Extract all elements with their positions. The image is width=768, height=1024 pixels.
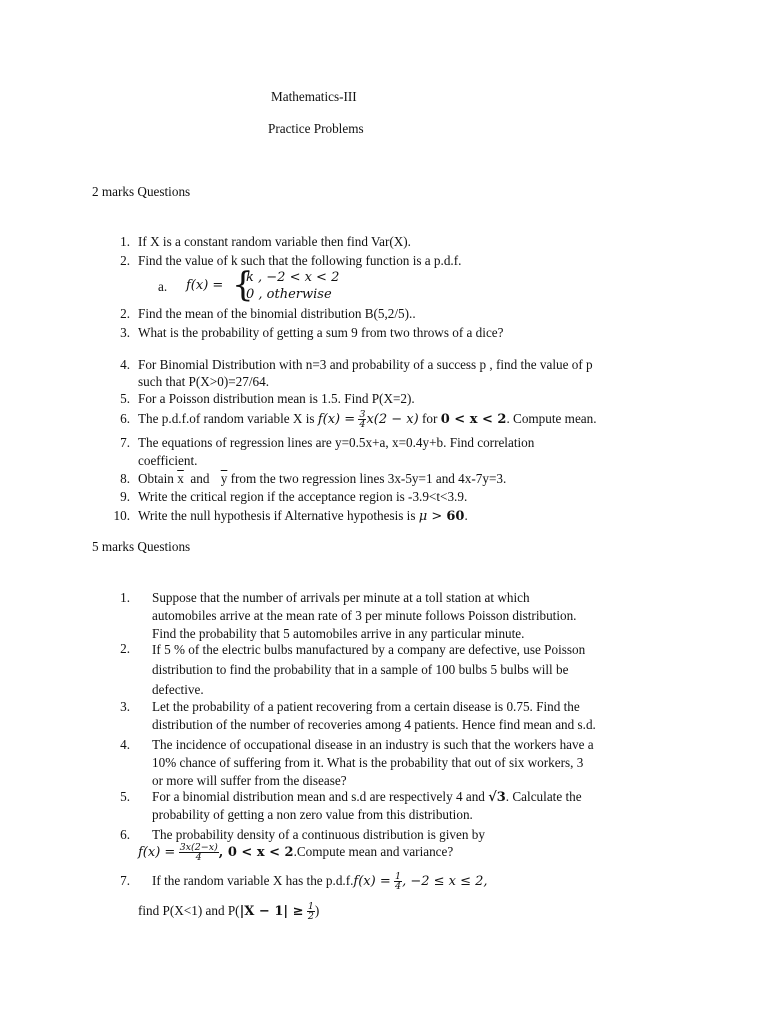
fraction-numerator: 3 [359, 409, 366, 421]
item-text: Find the mean of the binomial distribution B(5,2/5).. [138, 306, 416, 321]
item-text: The equations of regression lines are y=0.5x+a, x=0.4y+b. Find correlation [138, 435, 535, 450]
item-text: The p.d.f.of random variable X is [138, 411, 318, 426]
item-text: For a binomial distribution mean and s.d are respectively 4 and [152, 789, 489, 804]
list-item [108, 434, 534, 452]
math-abs-expression: |X − 1| ≥ [239, 904, 304, 919]
list-item [108, 324, 504, 342]
fraction-numerator: 3x(2−x) [179, 842, 218, 854]
item-line: Let the probability of a patient recovering from a certain disease is 0.75. Find the [152, 699, 580, 714]
math-sqrt: √3 [488, 790, 506, 805]
fraction-denominator: 4 [395, 881, 402, 893]
item-line: automobiles arrive at the mean rate of 3 per minute follows Poisson distribution. [152, 608, 577, 623]
item-number-text: 6. [120, 827, 130, 842]
item-number: 10. [113, 508, 130, 523]
item-text: Obtain [138, 471, 178, 486]
section-heading-5-marks: 5 marks Questions [92, 539, 191, 554]
item-number: 3. [120, 325, 130, 340]
function-lhs: f(x) = [186, 278, 224, 293]
item-text-continued: coefficient. [138, 453, 198, 468]
math-fx: f(x) = [138, 845, 176, 860]
item-number: 7. [120, 435, 130, 450]
fraction [179, 843, 219, 862]
item-line: If 5 % of the electric bulbs manufactured by a company are defective, use Poisson [152, 642, 586, 657]
piecewise-case-2: 0 , otherwise [246, 287, 332, 302]
piecewise-brace: { [232, 265, 254, 305]
item-number: 1. [120, 234, 130, 249]
item-number: 4. [120, 357, 130, 372]
item-text-continued: such that P(X>0)=27/64. [138, 374, 269, 389]
item-number: 2. [120, 253, 130, 268]
list-item [152, 736, 674, 790]
document-title: Mathematics-III [271, 89, 357, 104]
item-number-text: 5. [120, 789, 130, 804]
item-line: 10% chance of suffering from it. What is the probability that out of six workers, 3 [152, 755, 584, 770]
item-text: If the random variable X has the p.d.f. [152, 873, 354, 888]
list-item [152, 872, 488, 891]
list-item [108, 470, 506, 488]
item-line: Find the probability that 5 automobiles arrive in any particular minute. [152, 626, 525, 641]
math-mu: μ [418, 509, 428, 524]
math-operator: > [427, 509, 447, 524]
piecewise-case-1: k , −2 < x < 2 [246, 270, 340, 285]
item-text: . [464, 508, 468, 523]
list-item [152, 589, 674, 643]
list-item [108, 410, 597, 429]
fraction-denominator: 4 [359, 419, 366, 431]
fraction-numerator: 1 [307, 901, 314, 913]
item-line: defective. [152, 682, 204, 697]
math-expression: x(2 − x) [366, 412, 419, 427]
item-number: 2. [120, 306, 130, 321]
item-text: . Compute mean. [506, 411, 597, 426]
item-number-text: 7. [120, 873, 130, 888]
item-text: for [418, 411, 441, 426]
list-item [152, 788, 582, 807]
item-number: 6. [120, 411, 130, 426]
item-number [108, 826, 138, 844]
item-number [108, 589, 138, 607]
item-number-text: 4. [120, 737, 130, 752]
list-item [138, 902, 319, 921]
item-text: .Compute mean and variance? [293, 844, 454, 859]
item-number: 9. [120, 489, 130, 504]
math-range: , 0 < x < 2 [218, 845, 294, 860]
item-number [108, 872, 138, 890]
item-line: The incidence of occupational disease in an industry is such that the workers have a [152, 737, 594, 752]
math-fx: f(x) = [353, 874, 391, 889]
list-item [108, 252, 461, 270]
list-item [108, 233, 411, 251]
item-text: What is the probability of getting a sum 9 from two throws of a dice? [138, 325, 504, 340]
y-bar-symbol: $\overline{y}$ [220, 471, 228, 486]
math-fx: f(x) = [317, 412, 356, 427]
item-number-text: 3. [120, 699, 130, 714]
math-range: 0 < x < 2 [440, 412, 507, 427]
sub-item-label: a. [158, 279, 168, 294]
item-number: 8. [120, 471, 130, 486]
item-line: or more will suffer from the disease? [152, 773, 347, 788]
item-line: distribution of the number of recoveries among 4 patients. Hence find mean and s.d. [152, 717, 596, 732]
list-item [152, 698, 674, 734]
item-text: For Binomial Distribution with n=3 and probability of a success p , find the value of p [138, 357, 593, 372]
item-line: distribution to find the probability that in a sample of 100 bulbs 5 bulbs will be [152, 662, 569, 677]
item-text: . Calculate the [505, 789, 582, 804]
list-item [108, 390, 415, 408]
item-text: For a Poisson distribution mean is 1.5. Find P(X=2). [138, 391, 415, 406]
document-subtitle: Practice Problems [268, 121, 364, 136]
item-text: and [183, 471, 213, 486]
item-number [108, 698, 138, 716]
fraction-denominator: 2 [307, 911, 314, 923]
math-value: 60 [446, 509, 465, 524]
math-range: , −2 ≤ x ≤ 2, [402, 874, 488, 889]
item-text: from the two regression lines 3x-5y=1 and 4x-7y=3. [227, 471, 507, 486]
x-bar-symbol: $\overline{x}$ [177, 471, 184, 486]
item-number: 5. [120, 391, 130, 406]
item-number-text: 2. [120, 641, 130, 656]
item-text: ) [314, 903, 320, 918]
item-text: The probability density of a continuous distribution is given by [152, 827, 485, 842]
fraction [394, 872, 402, 891]
item-text-continued: probability of getting a non zero value from this distribution. [152, 807, 473, 822]
fraction-denominator: 4 [195, 852, 202, 864]
item-text: Find the value of k such that the following function is a p.d.f. [138, 253, 462, 268]
list-item [138, 843, 453, 862]
list-item [108, 507, 468, 526]
item-text: Write the null hypothesis if Alternative hypothesis is [138, 508, 419, 523]
item-text: If X is a constant random variable then find Var(X). [138, 234, 411, 249]
item-number [108, 788, 138, 806]
item-text: find P(X<1) and P( [138, 903, 240, 918]
section-heading-2-marks: 2 marks Questions [92, 184, 191, 199]
item-text: Write the critical region if the acceptance region is -3.9<t<3.9. [138, 489, 468, 504]
list-item [152, 640, 674, 700]
item-line: Suppose that the number of arrivals per minute at a toll station at which [152, 590, 530, 605]
list-item [108, 488, 467, 506]
fraction [307, 902, 315, 921]
list-item [108, 356, 593, 374]
fraction-numerator: 1 [395, 871, 402, 883]
item-number [108, 640, 138, 658]
item-number [108, 736, 138, 754]
item-number-text: 1. [120, 590, 130, 605]
list-item [108, 305, 416, 323]
